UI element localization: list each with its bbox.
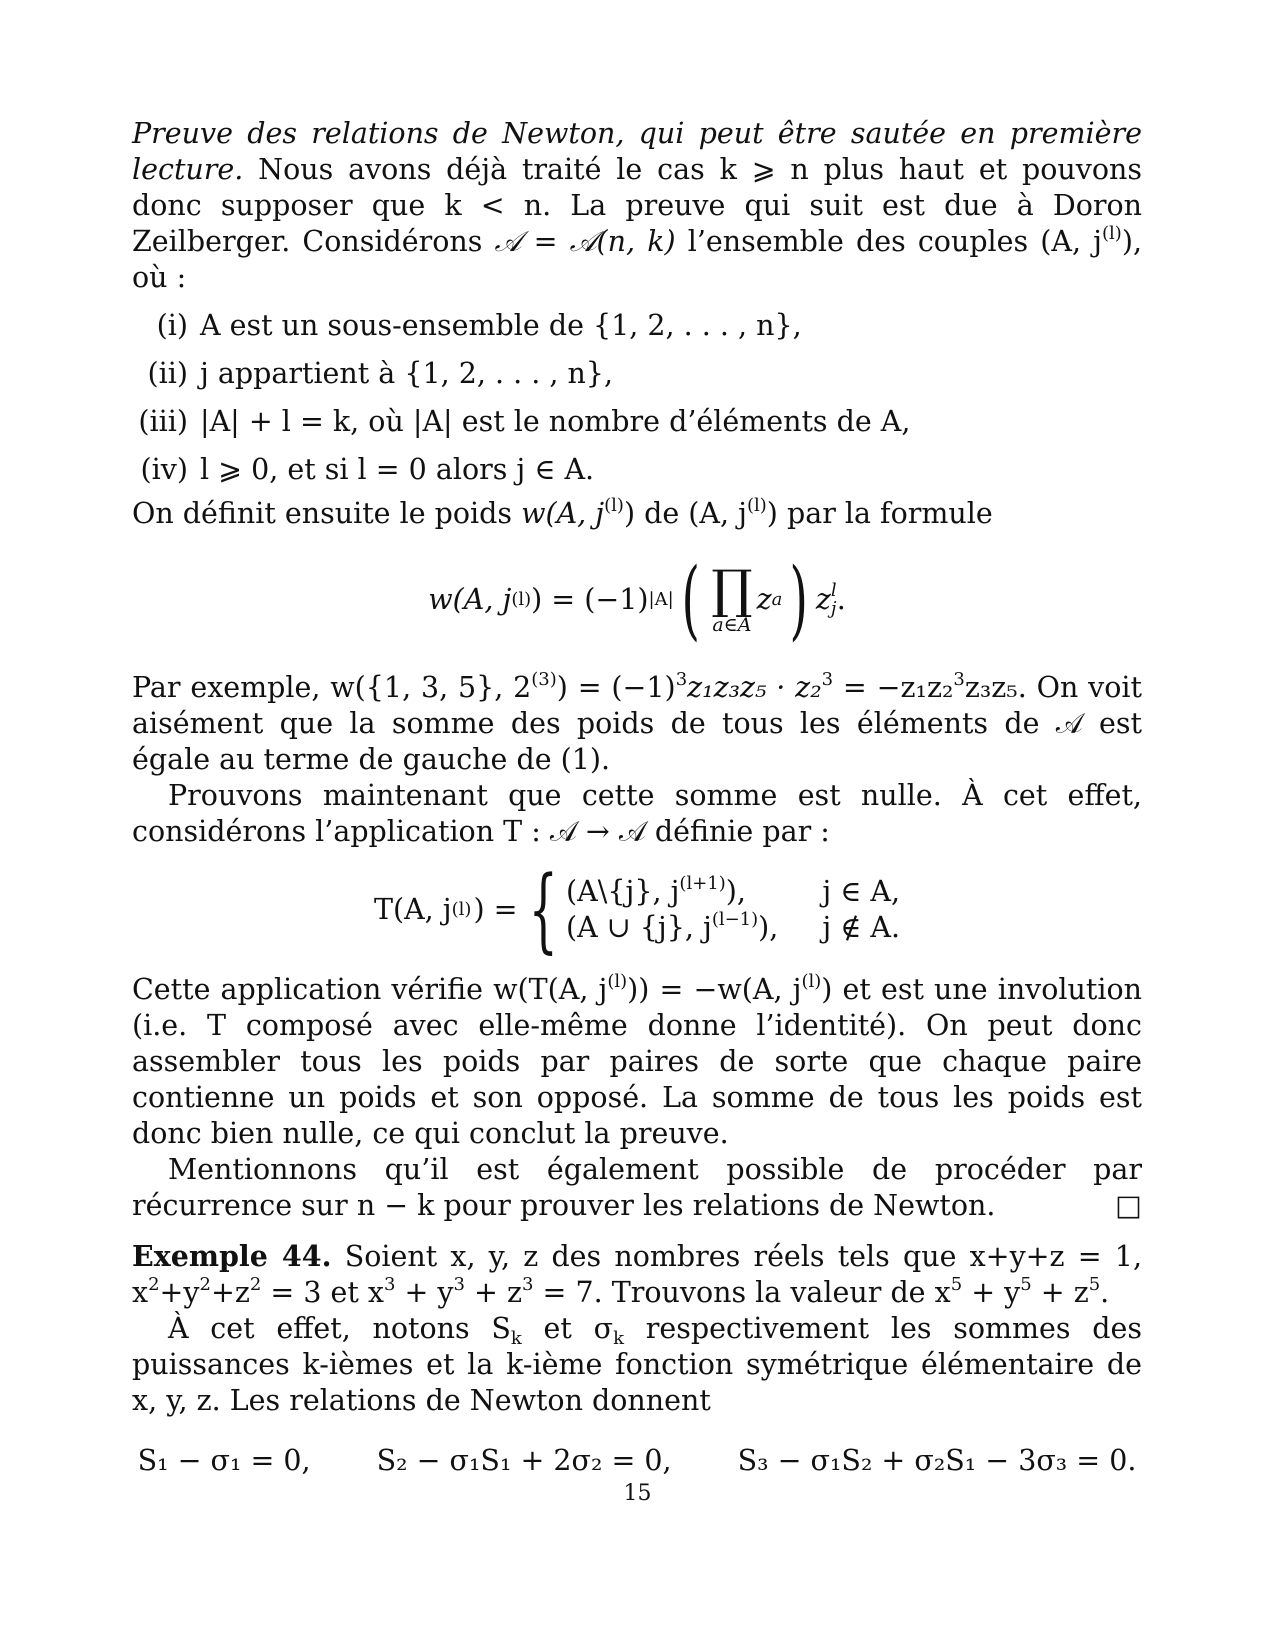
page-body [132, 116, 1142, 1479]
newton-paragraph: À cet effet, notons $S_k$ et $\sigma_k$ respectivement les sommes des puissances k-ièmes et la k-ième fonction symétrique élémentaire de x, y, z. Les relations de Newton donnent [132, 1312, 1142, 1417]
equation: S₁ − σ₁ = 0, [137, 1444, 311, 1477]
right-paren: ) [789, 550, 809, 650]
proof-paragraph: Preuve des relations de Newton, qui peut être sautée en première lecture. Nous avons déjà traité le cas k ⩾ n plus haut et pouvons donc supposer que k < n. La preuve qui suit est due à Doron Zeilberger. Considérons 𝒜 = 𝒜(n, k) l’ensemble des couples (A, $j^{(l)}$), où : [132, 117, 1143, 294]
equation: S₂ − σ₁S₁ + 2σ₂ = 0, [376, 1444, 672, 1477]
weight-definition: On définit ensuite le poids w(A, $j^{(l)}$) de (A, $j^{(l)}$) par la formule [132, 495, 993, 530]
weight-formula: w(A, j (l) ) = (−1) |A| ( ∏ a∈A z a ) z l j . [428, 550, 846, 650]
list-item: (ii) j appartient à {1, 2, . . . , n}, [147, 357, 613, 390]
proof-heading: Preuve des relations de Newton, qui peut être sautée en première lecture. [132, 117, 1142, 186]
conclusion-paragraph: Cette application vérifie w(T(A, $j^{(l)})) = -w(A$, $j^{(l)}$) et est une involution (i.e. T composé avec elle-même donne l’identité). On peut donc assembler tous les poids par paires de sorte que chaque paire contienne un poids et son opposé. La somme de tous les poids est donc bien nulle, ce qui conclut la preuve. [132, 971, 1142, 1150]
list-item: (i) A est un sous-ensemble de {1, 2, . . . , n}, [156, 309, 802, 342]
example-44: Exemple 44. Soient x, y, z des nombres réels tels que x+y+z = 1, $x^2+y^2+z^2 = 3$ et $x^3 + y^3 + z^3 = 7$. Trouvons la valeur de $x^5 + y^5 + z^5$. [132, 1239, 1143, 1309]
equation: S₃ − σ₁S₂ + σ₂S₁ − 3σ₃ = 0. [737, 1444, 1137, 1477]
left-paren: ( [681, 550, 700, 650]
left-brace: { [528, 856, 558, 963]
list-item: (iii) |A| + l = k, où |A| est le nombre d’éléments de A, [138, 405, 911, 438]
recurrence-paragraph: Mentionnons qu’il est également possible de procéder par récurrence sur n − k pour prouver les relations de Newton. □ [132, 1153, 1142, 1222]
newton-equations [132, 1443, 1142, 1479]
involution-formula: T(A, j (l) ) = { (A\{j}, $j^{(l+1)}$), j ∈ A, (A ∪ {j}, $j^{(l-1)}$), j ∉ A. [373, 856, 901, 963]
example-paragraph: Par exemple, w({1, 3, 5}, $2^{(3)}) = (-1)^3z_1z_3z_5 \cdot z_2^3 = -z_1z_2^3z_3z_5$. On voit aisément que la somme des poids de tous les éléments de 𝒜 est égale au terme de gauche de (1). [132, 669, 1142, 776]
qed-icon: □ [1115, 1189, 1142, 1222]
example-label: Exemple 44. [132, 1239, 332, 1273]
involution-paragraph: Prouvons maintenant que cette somme est nulle. À cet effet, considérons l’application T : 𝒜 → 𝒜 définie par : [132, 779, 1142, 848]
product-operator: ∏ a∈A [711, 560, 753, 636]
list-item: (iv) l ⩾ 0, et si l = 0 alors j ∈ A. [140, 453, 595, 486]
conditions-list [132, 302, 1142, 494]
cases: (A\{j}, $j^{(l+1)}$), j ∈ A, (A ∪ {j}, $j^{(l-1)}$), j ∉ A. [566, 873, 901, 944]
page-number: 15 [623, 1481, 652, 1506]
